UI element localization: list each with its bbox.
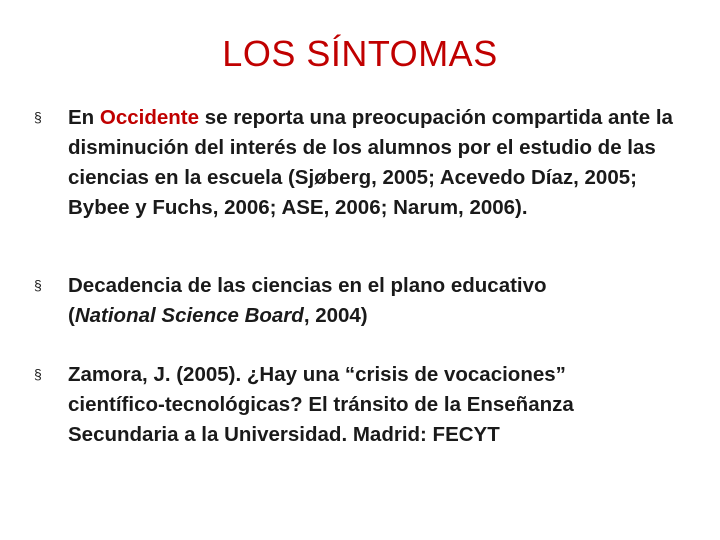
citation-year: , 2004) (303, 304, 368, 327)
highlighted-term: Occidente (99, 106, 200, 129)
reference-line: científico-tecnológicas? El tránsito de la Enseñanza (68, 393, 574, 416)
square-bullet-icon: § (34, 366, 42, 382)
reference-line: Secundaria a la Universidad. Madrid: FECYT (68, 423, 500, 446)
bullet-text (68, 360, 678, 450)
bullet-text-paren-open: ( (68, 304, 75, 327)
reference-line: Zamora, J. (2005). ¿Hay una “crisis de vocaciones” (68, 363, 566, 386)
square-bullet-icon: § (34, 109, 42, 125)
bullet-text (68, 103, 678, 223)
bullet-text (68, 271, 678, 331)
citation-source: National Science Board (74, 304, 304, 327)
bullet-text-prefix: En (68, 106, 100, 129)
bullet-text-line: Decadencia de las ciencias en el plano educativo (68, 274, 547, 297)
bullet-text-body: se reporta una preocupación compartida ante la disminución del interés de los alumnos por el estudio de las ciencias en la escuela (Sjøberg, 2005; Acevedo Díaz, 2005; Bybee y Fuchs, 2006; ASE, 2006; Narum, 2006). (68, 106, 673, 219)
slide-title: LOS SÍNTOMAS (222, 33, 498, 74)
square-bullet-icon: § (34, 277, 42, 293)
